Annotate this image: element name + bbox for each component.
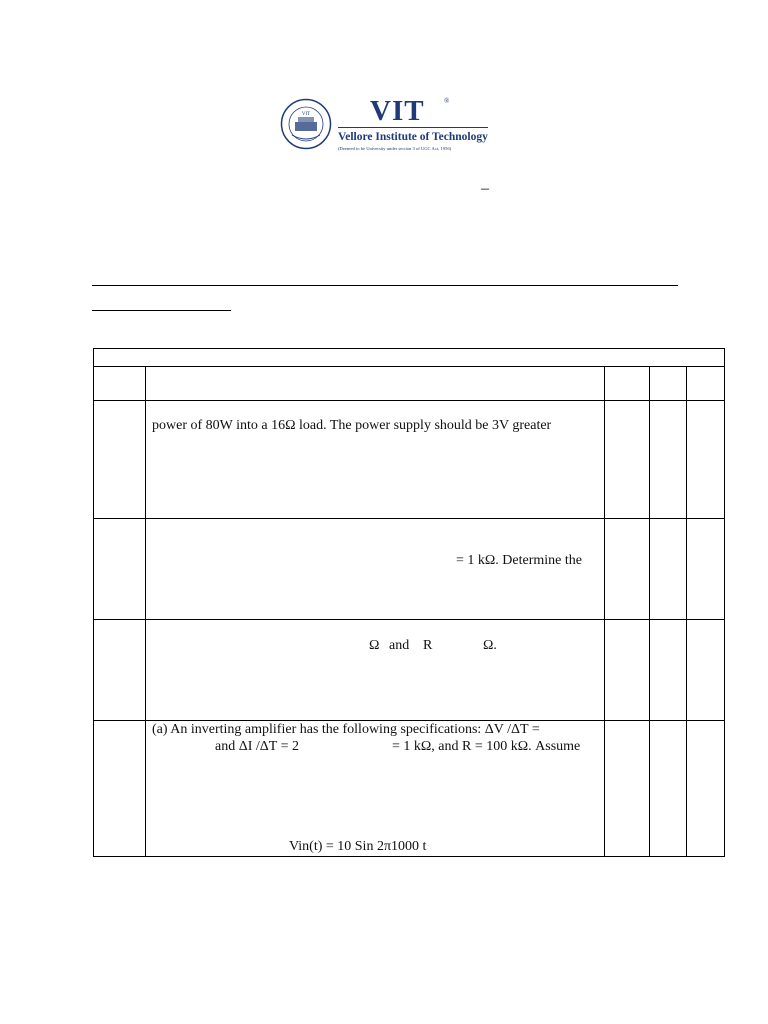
header-dash: – — [481, 180, 489, 197]
university-seal-icon — [280, 98, 332, 150]
question-cell — [145, 518, 605, 620]
q4-line2-left: and ΔI /ΔT = 2 — [215, 739, 299, 754]
bl-cell — [686, 518, 725, 620]
table-row — [93, 720, 146, 857]
marks-cell — [604, 400, 650, 519]
q4-line1: (a) An inverting amplifier has the following specifications: ΔV /ΔT = — [152, 722, 540, 737]
vit-logo — [280, 95, 490, 157]
header-cell-question — [145, 366, 605, 401]
marks-cell — [604, 518, 650, 620]
q1-text: power of 80W into a 16Ω load. The power supply should be 3V greater — [152, 418, 552, 433]
table-row — [93, 400, 146, 519]
q3-fragment-ohm-end: Ω. — [483, 638, 497, 653]
header-cell-col3 — [604, 366, 650, 401]
header-cell-number — [93, 366, 146, 401]
co-cell — [649, 720, 687, 857]
q4-line2-right: = 1 kΩ, and R = 100 kΩ. Assume — [392, 739, 581, 754]
question-cell — [145, 619, 605, 721]
table-row — [93, 619, 146, 721]
table-row — [93, 518, 146, 620]
underline-long — [92, 285, 678, 286]
institution-subtitle: (Deemed to be University under section 3 of UGC Act, 1956) — [338, 146, 452, 151]
q4-equation: Vin(t) = 10 Sin 2π1000 t — [289, 839, 427, 854]
institution-name: Vellore Institute of Technology — [338, 131, 488, 143]
q3-fragment-r: R — [423, 638, 433, 653]
co-cell — [649, 400, 687, 519]
bl-cell — [686, 619, 725, 721]
q2-text: = 1 kΩ. Determine the — [456, 553, 582, 568]
marks-cell — [604, 720, 650, 857]
registered-mark: ® — [444, 97, 450, 105]
bl-cell — [686, 720, 725, 857]
logo-divider — [338, 127, 488, 128]
co-cell — [649, 619, 687, 721]
header-cell-col5 — [686, 366, 725, 401]
table-title-row — [93, 348, 725, 367]
q3-fragment-ohm: Ω — [369, 638, 380, 653]
seal-center-text: VIT — [301, 112, 311, 117]
co-cell — [649, 518, 687, 620]
q3-fragment-and: and — [389, 638, 410, 653]
bl-cell — [686, 400, 725, 519]
marks-cell — [604, 619, 650, 721]
header-cell-col4 — [649, 366, 687, 401]
underline-short — [92, 310, 231, 311]
logo-title: VIT — [370, 95, 425, 127]
